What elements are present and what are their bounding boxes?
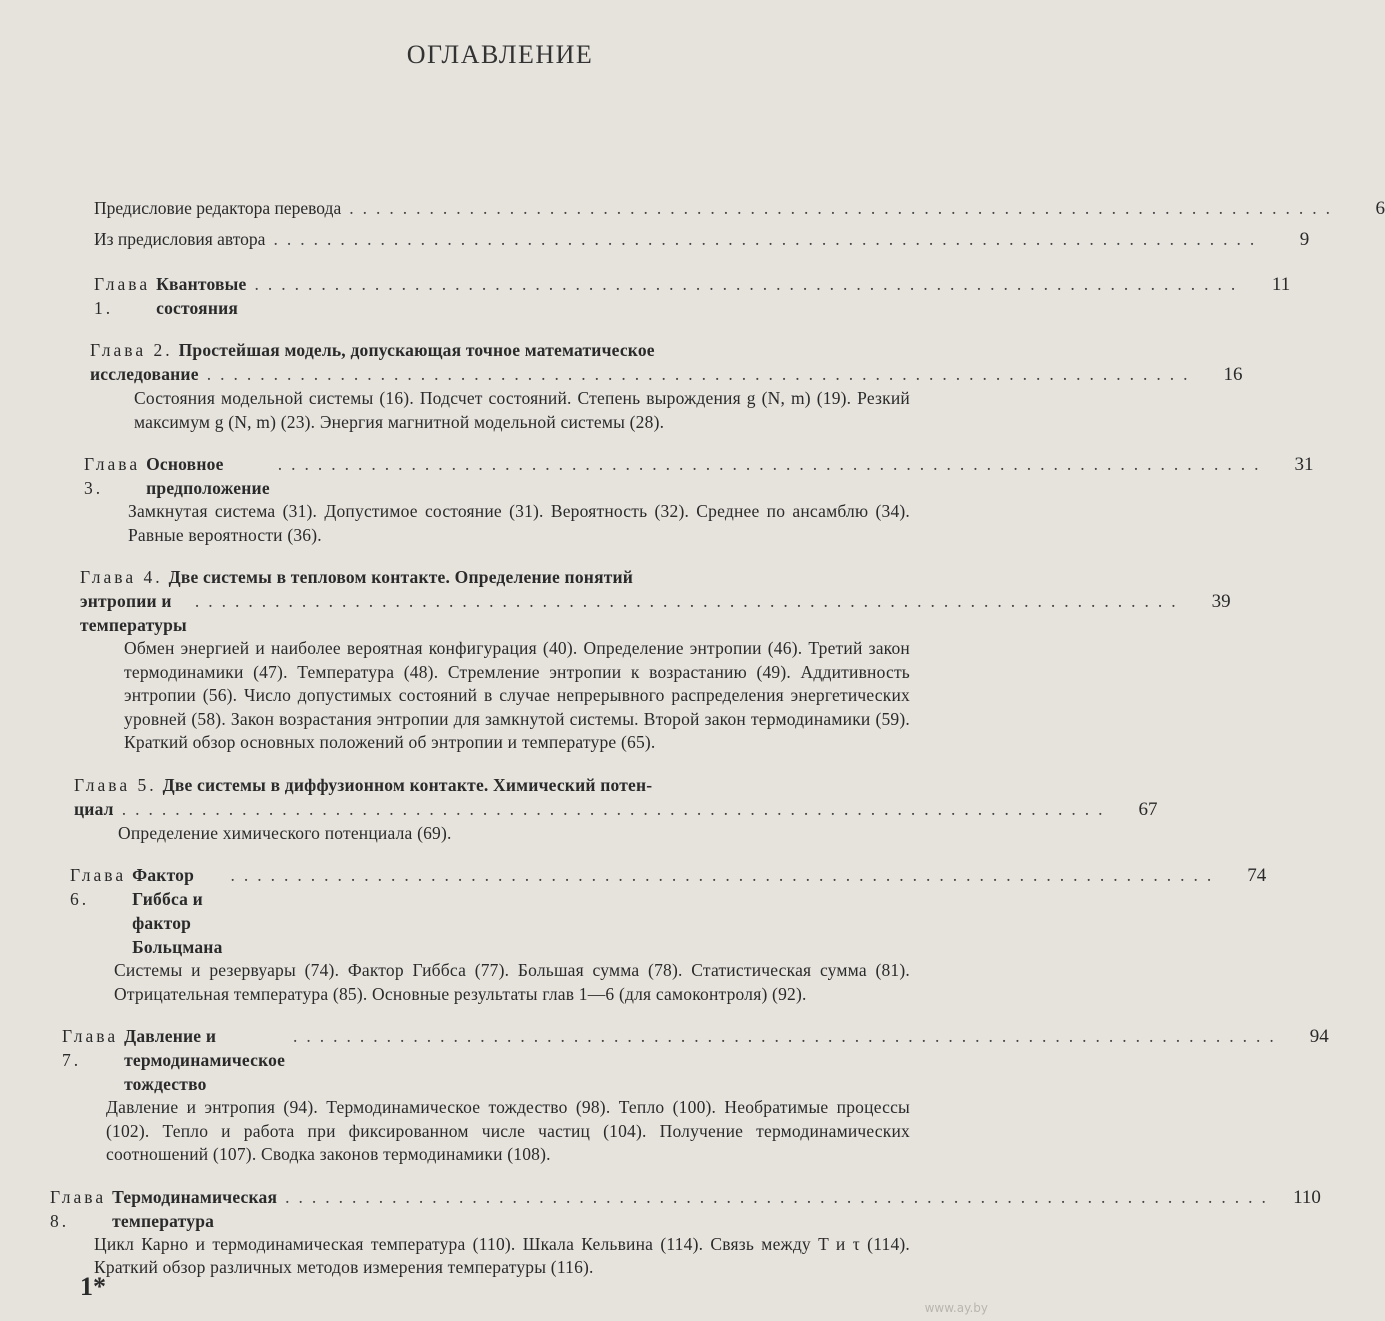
toc-chapter-2	[90, 338, 1243, 434]
chapter-description: Состояния модельной системы (16). Подсчет состояний. Степень вырождения g (N, m) (19). Резкий максимум g (N, m) (23). Энергия магнитной модельной системы (28).	[134, 388, 910, 432]
leader-dots: ..........................................................................	[277, 454, 1268, 474]
leader-dots: ..........................................................................	[254, 274, 1245, 294]
chapter-description: Обмен энергией и наиболее вероятная конфигурация (40). Определение энтропии (46). Третий закон термодинамики (47). Температура (48). Стремление энтропии к возрастанию (49). Аддитивность энтропии (56). Число допустимых состояний в случае непрерывного распределения энергетических уровней (58). Закон возрастания энтропии для замкнутой системы. Второй закон термодинамики (59). Краткий обзор основных положений об энтропии и температуре (65).	[124, 638, 910, 752]
leader-dots: ..........................................................................	[194, 591, 1185, 611]
chapter-description: Замкнутая система (31). Допустимое состояние (31). Вероятность (32). Среднее по ансамблю (34). Равные вероятности (36).	[128, 501, 910, 545]
toc-entry-title: Из предисловия автора	[94, 229, 266, 249]
chapter-description: Цикл Карно и термодинамическая температура (110). Шкала Кельвина (114). Связь между T и τ (114). Краткий обзор различных методов измерения температуры (116).	[94, 1233, 910, 1277]
toc-chapter-8	[50, 1185, 1321, 1280]
toc-chapter-6	[70, 863, 1267, 1006]
toc-chapter-7	[62, 1024, 1329, 1167]
toc-page-number: 11	[1271, 274, 1291, 295]
toc-page-number: 6	[1375, 198, 1385, 219]
toc-chapter-5	[74, 773, 1158, 846]
chapter-description: Системы и резервуары (74). Фактор Гиббса (77). Большая сумма (78). Статистическая сумма (81). Отрицательная температура (85). Основные результаты глав 1—6 (для самоконтроля) (92).	[114, 960, 910, 1004]
leader-dots: ..........................................................................	[349, 198, 1339, 218]
leader-dots: ..........................................................................	[285, 1186, 1275, 1207]
leader-dots: ..........................................................................	[230, 865, 1221, 885]
toc-entry-title: Предисловие редактора перевода	[94, 198, 342, 218]
toc-chapter-4	[80, 565, 1231, 755]
watermark: www.ay.by	[924, 1301, 988, 1315]
page-title: ОГЛАВЛЕНИЕ	[406, 40, 594, 69]
toc-page-number: 110	[1293, 1186, 1321, 1208]
chapter-label: Глава 1.	[94, 274, 151, 318]
leader-dots: ..........................................................................	[206, 364, 1197, 384]
chapter-label: Глава 6.	[70, 865, 127, 909]
toc-chapter-3	[84, 452, 1314, 547]
toc-page-number: 74	[1247, 865, 1267, 886]
chapter-label: Глава 7.	[62, 1026, 119, 1070]
toc-page-number: 94	[1309, 1026, 1329, 1047]
leader-dots: ..........................................................................	[121, 798, 1112, 819]
table-of-contents	[50, 196, 1385, 1298]
toc-front-matter-2	[70, 227, 1310, 252]
chapter-title: Основное предположение	[146, 454, 270, 498]
chapter-title: Две системы в диффузионном контакте. Химический потен-	[162, 774, 653, 795]
chapter-label: Глава 4.	[80, 567, 163, 587]
toc-page-number: 67	[1138, 798, 1158, 820]
chapter-title: Термодинамическая температура	[112, 1186, 278, 1231]
toc-chapter-1	[94, 272, 1291, 320]
signature-mark: 1*	[80, 1272, 106, 1301]
chapter-description: Определение химического потенциала (69).	[118, 822, 452, 843]
chapter-label: Глава 5.	[74, 774, 157, 795]
toc-page-number: 39	[1211, 591, 1231, 612]
chapter-title: Давление и термодинамическое тождество	[124, 1026, 286, 1094]
toc-front-matter-1	[70, 196, 1385, 221]
chapter-label: Глава 8.	[50, 1186, 107, 1231]
chapter-title: циал	[74, 798, 114, 819]
chapter-label: Глава 3.	[84, 454, 141, 498]
chapter-title: энтропии и температуры	[80, 591, 187, 635]
chapter-title: исследование	[90, 364, 199, 384]
chapter-title: Две системы в тепловом контакте. Определение понятий	[168, 567, 634, 587]
chapter-title: Фактор Гиббса и фактор Больцмана	[132, 865, 223, 957]
leader-dots: ..........................................................................	[293, 1026, 1283, 1046]
leader-dots: ..........................................................................	[273, 229, 1264, 249]
toc-page-number: 16	[1223, 364, 1243, 385]
chapter-title: Простейшая модель, допускающая точное математическое	[178, 340, 655, 360]
chapter-label: Глава 2.	[90, 340, 173, 360]
chapter-title: Квантовые состояния	[156, 274, 247, 318]
toc-page-number: 9	[1299, 229, 1310, 250]
chapter-description: Давление и энтропия (94). Термодинамическое тождество (98). Тепло (100). Необратимые процессы (102). Тепло и работа при фиксированном числе частиц (104). Получение термодинамических соотношений (107). Сводка законов термодинамики (108).	[106, 1097, 910, 1164]
toc-page-number: 31	[1294, 454, 1314, 475]
